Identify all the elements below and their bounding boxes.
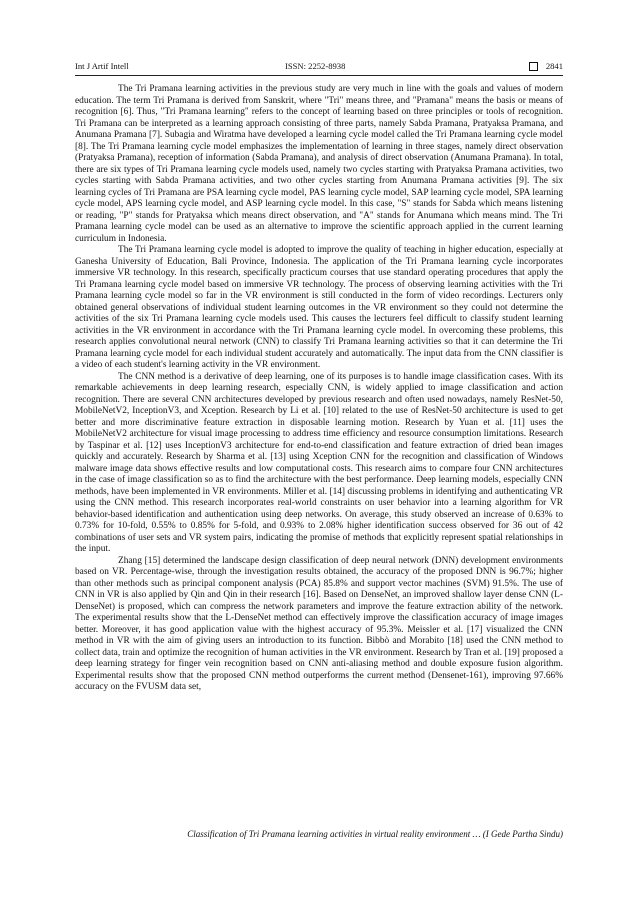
paragraph: Zhang [15] determined the landscape design classification of deep neural network (DNN) development environments based on VR. Percentage-wise, through the investigation results obtained, the accuracy of the proposed DNN is 96.7%; higher than other methods such as principal component analysis (PCA) 85.8% and support vector machines (SVM) 91.5%. The use of CNN in VR is also applied by Qin and Qin in their research [16]. Based on DenseNet, an improved shallow layer dense CNN (L-DenseNet) is proposed, which can compress the network parameters and improve the feature extraction ability of the network. The experimental results show that the L-DenseNet method can effectively improve the classification accuracy of image images better. Moreover, it has good application value with the highest accuracy of 95.3%. Meissler et al. [17] visualized the CNN method in VR with the aim of giving users an introduction to its function. Bibbò and Morabito [18] used the CNN method to collect data, train and optimize the recognition of human activities in the VR environment. Research by Tran et al. [19] proposed a deep learning strategy for finger vein recognition based on CNN anti-aliasing method and double exposure fusion algorithm. Experimental results show that the proposed CNN method outperforms the current method (Densenet-161), improving 97.66% accuracy on the FVUSM data set, bbox=[75, 555, 563, 692]
paragraph: The CNN method is a derivative of deep learning, one of its purposes is to handle image classification cases. With its remarkable achievements in deep learning research, especially CNN, is widely applied to image classification and action recognition. There are several CNN architectures developed by previous research and often used nowadays, namely ResNet-50, MobileNetV2, InceptionV3, and Xception. Research by Li et al. [10] related to the use of ResNet-50 architecture is used to get better and more discriminative feature extraction in disposable learning motion. Research by Yuan et al. [11] uses the MobileNetV2 architecture for visual image processing to address time efficiency and resource consumption limitations. Research by Taspinar et al. [12] uses InceptionV3 architecture for end-to-end classification and feature extraction of dried bean images quickly and accurately. Research by Sharma et al. [13] using Xception CNN for the recognition and classification of Windows malware image data shows effective results and low computational costs. This research aims to compare four CNN architectures in the case of image classification so as to find the architecture with the best performance. Deep learning models, especially CNN methods, have been implemented in VR environments. Miller et al. [14] discussing problems in identifying and authenticating VR using the CNN method. This research incorporates real-world constraints on user behavior into a learning algorithm for VR behavior-based identification and authentication using deep networks. On average, this study observed an increase of 0.63% to 0.73% for 10-fold, 0.55% to 0.85% for 5-fold, and 0.93% to 2.08% higher identification success observed for 36 out of 42 combinations of user sets and VR system pairs, indicating the promise of methods that explicitly represent spatial relationships in the input. bbox=[75, 371, 563, 554]
running-footer: Classification of Tri Pramana learning activities in virtual reality environment … (I Gede Partha Sindu) bbox=[187, 829, 563, 839]
journal-name: Int J Artif Intell bbox=[75, 61, 129, 71]
checkbox-square-icon bbox=[529, 62, 538, 71]
body-text bbox=[75, 84, 563, 694]
paragraph: The Tri Pramana learning activities in the previous study are very much in line with the goals and values of modern education. The term Tri Pramana is derived from Sanskrit, where "Tri" means three, and "Pramana" means the basis or means of recognition [6]. Thus, "Tri Pramana learning" refers to the concept of learning based on three principles or tools of recognition. Tri Pramana can be interpreted as a learning approach consisting of three parts, namely Sabda Pramana, Pratyaksa Pramana, and Anumana Pramana [7]. Subagia and Wiratma have developed a learning cycle model called the Tri Pramana learning cycle model [8]. The Tri Pramana learning cycle model emphasizes the implementation of learning in three stages, namely direct observation (Pratyaksa Pramana), reception of information (Sabda Pramana), and analysis of direct observation (Anumana Pramana). In total, there are six types of Tri Pramana learning cycle models used, namely two cycles starting with Pratyaksa Pramana activities, two cycles starting with Sabda Pramana activities, and two other cycles starting from Anumana Pramana activities [9]. The six learning cycles of Tri Pramana are PSA learning cycle model, PAS learning cycle model, SAP learning cycle model, SPA learning cycle model, APS learning cycle model, and ASP learning cycle model. In this case, "S" stands for Sabda which means listening or reading, "P" stands for Pratyaksa which means direct observation, and "A" stands for Anumana which means mind. The Tri Pramana learning cycle model can be used as an alternative to improve the scientific approach applied in the current learning curriculum in Indonesia. bbox=[75, 84, 563, 244]
page-number: 2841 bbox=[545, 61, 563, 71]
paragraph: The Tri Pramana learning cycle model is adopted to improve the quality of teaching in higher education, especially at Ganesha University of Education, Bali Province, Indonesia. The application of the Tri Pramana learning cycle incorporates immersive VR technology. In this research, specifically practicum courses that use standard operating procedures that apply the Tri Pramana learning cycle model based on immersive VR technology. The process of observing learning activities with the Tri Pramana learning cycle model so far in the VR environment is still conducted in the form of video recordings. Lecturers only obtained general observations of individual student learning outcomes in the VR environment so they could not determine the activities of the six Tri Pramana learning cycle models used. This causes the lecturers feel difficult to classify student learning activities in the VR environment in accordance with the Tri Pramana learning cycle model. In overcoming these problems, this research applies convolutional neural network (CNN) to classify Tri Pramana learning activities so that it can determine the Tri Pramana learning cycle model for each individual student accurately and automatically. The input data from the CNN classifier is a video of each student's learning activity in the VR environment. bbox=[75, 245, 563, 370]
page-header bbox=[75, 59, 563, 73]
page-number-group bbox=[529, 59, 563, 73]
issn: ISSN: 2252-8938 bbox=[285, 61, 346, 71]
header-rule bbox=[75, 75, 563, 76]
